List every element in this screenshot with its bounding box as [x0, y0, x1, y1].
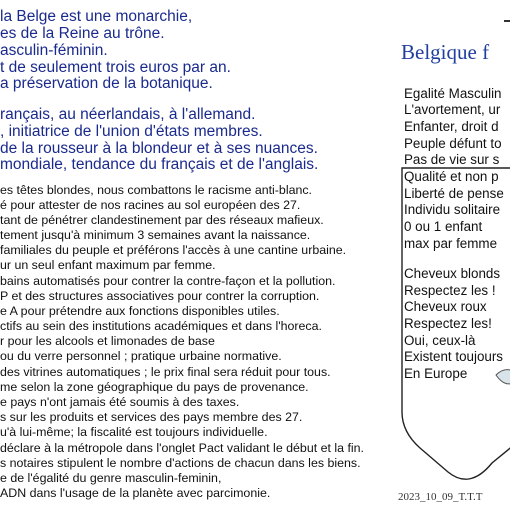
- right-line: Enfanter, droit d: [404, 119, 499, 134]
- text-line: é pour attester de nos racines au sol européen des 27.: [0, 198, 301, 212]
- text-line: es têtes blondes, nous combattons le racisme anti-blanc.: [0, 183, 312, 197]
- blue-line: t de seulement trois euros par an.: [0, 59, 231, 76]
- text-line: e A pour prétendre aux fonctions disponibles utiles.: [0, 304, 280, 318]
- text-line: familiales du peuple et préférons l'accès à une cantine urbaine.: [0, 243, 347, 257]
- text-line: e de l'égalité du genre masculin-feminin,: [0, 471, 222, 485]
- blue-line: rançais, au néerlandais, à l'allemand.: [0, 106, 256, 123]
- text-line: u'à lui-même; la fiscalité est toujours individuelle.: [0, 425, 268, 439]
- blue-line: mondiale, tendance du français et de l'anglais.: [0, 156, 319, 173]
- right-line: Respectez les!: [404, 316, 492, 331]
- text-line: tant de pénétrer clandestinement par des réseaux mafieux.: [0, 213, 324, 227]
- text-line: ctifs au sein des institutions académiques et dans l'horeca.: [0, 319, 322, 333]
- text-line: ou du verre personnel ; pratique urbaine normative.: [0, 349, 282, 363]
- blue-line: es de la Reine au trône.: [0, 25, 165, 42]
- blue-line: de la rousseur à la blondeur et à ses nuances.: [0, 140, 318, 157]
- right-line: Peuple défunt to: [404, 136, 502, 151]
- right-line: Individu solitaire: [404, 202, 501, 217]
- right-line: max par femme: [404, 236, 498, 251]
- right-line: Pas de vie sur s: [404, 152, 500, 167]
- right-line: Respectez les !: [404, 283, 496, 298]
- text-line: bains automatisés pour contrer la contre-façon et la pollution.: [0, 274, 336, 288]
- text-line: ADN dans l'usage de la planète avec parcimonie.: [0, 486, 271, 500]
- blue-line: , initiatrice de l'union d'états membres.: [0, 123, 263, 140]
- text-line: r pour les alcools et limonades de base: [0, 334, 215, 348]
- blue-line: a préservation de la botanique.: [0, 75, 213, 92]
- text-line: P et des structures associatives pour contrer la corruption.: [0, 289, 320, 303]
- text-line: e pays n'ont jamais été soumis à des taxes.: [0, 395, 240, 409]
- right-line: Existent toujours: [404, 349, 503, 364]
- blue-line: asculin-féminin.: [0, 42, 108, 59]
- right-line: Egalité Masculin: [404, 86, 502, 101]
- date-stamp: 2023_10_09_T.T.T: [398, 491, 483, 503]
- title-dash: [504, 20, 510, 22]
- text-line: s notaires stipulent le nombre d'actions de chacun dans les biens.: [0, 456, 361, 470]
- leaf-icon: [496, 370, 510, 384]
- right-line: Cheveux roux: [404, 299, 487, 314]
- right-line: En Europe: [404, 366, 468, 381]
- text-line: me selon la zone géographique du pays de provenance.: [0, 380, 309, 394]
- right-line: Liberté de pense: [404, 186, 504, 201]
- right-line: Qualité et non p: [404, 169, 499, 184]
- text-line: s sur les produits et services des pays membre des 27.: [0, 410, 303, 424]
- blue-line: la Belge est une monarchie,: [0, 8, 193, 25]
- right-line: L'avortement, ur: [404, 102, 501, 117]
- text-line: des vitrines automatiques ; le prix final sera réduit pour tous.: [0, 365, 331, 379]
- panel-title: Belgique f: [401, 40, 490, 64]
- right-line: Cheveux blonds: [404, 266, 501, 281]
- text-line: déclare à la métropole dans l'onglet Pact validant le début et la fin.: [0, 441, 364, 455]
- right-line: Oui, ceux-là: [404, 333, 476, 348]
- right-line: 0 ou 1 enfant: [404, 219, 483, 234]
- text-line: ur un seul enfant maximum par femme.: [0, 258, 216, 272]
- text-line: tement jusqu'à minimum 3 semaines avant la naissance.: [0, 228, 311, 242]
